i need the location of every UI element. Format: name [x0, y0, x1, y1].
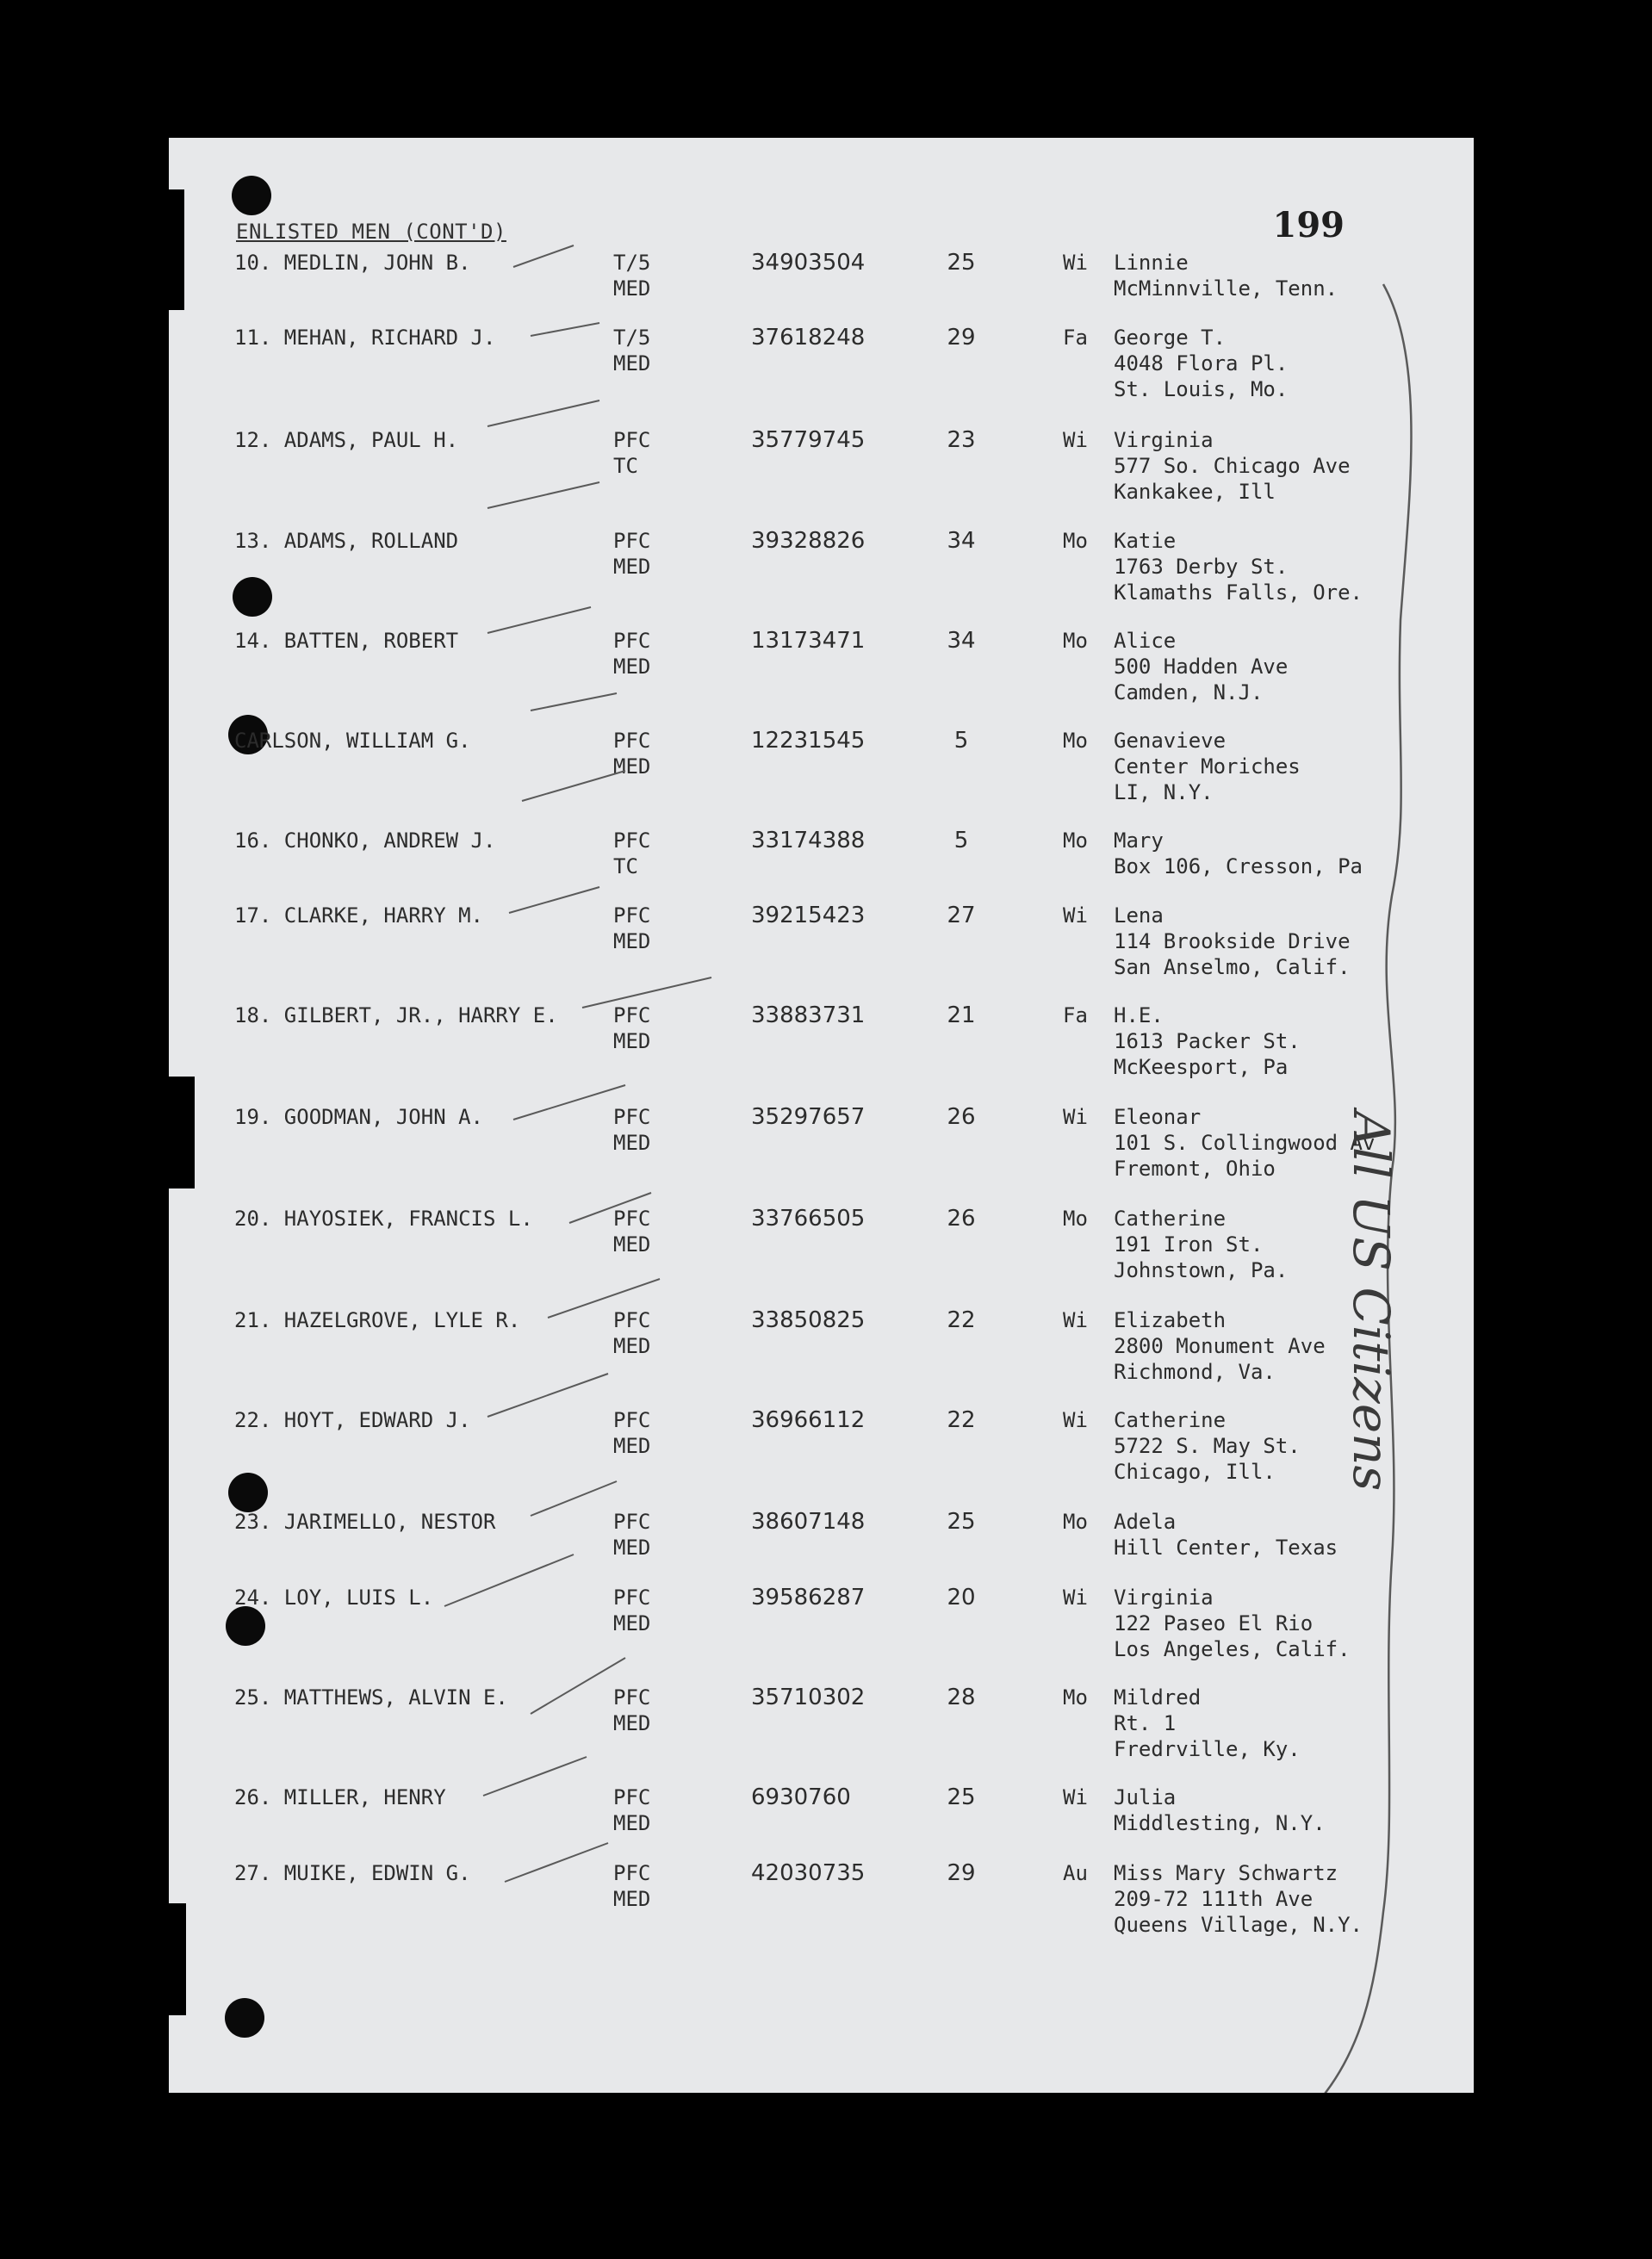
address-line: Center Moriches [1114, 754, 1301, 779]
address-line: 500 Hadden Ave [1114, 655, 1289, 679]
address-line: Genavieve [1114, 729, 1227, 753]
document-page [169, 138, 1474, 2093]
rank: PFC [613, 529, 651, 553]
address-line: Chicago, Ill. [1114, 1460, 1276, 1484]
address-line: Catherine [1114, 1207, 1227, 1231]
address-line: 4048 Flora Pl. [1114, 351, 1289, 375]
unit: TC [613, 854, 638, 878]
address-line: McMinnville, Tenn. [1114, 276, 1338, 301]
unit: MED [613, 1536, 651, 1560]
age: 5 [953, 828, 969, 853]
address-line: Camden, N.J. [1114, 680, 1264, 704]
rank: PFC [613, 1861, 651, 1885]
relationship: Wi [1063, 1408, 1088, 1432]
serial-number: 34903504 [751, 250, 866, 276]
address-line: Los Angeles, Calif. [1114, 1637, 1351, 1661]
address-line: Klamaths Falls, Ore. [1114, 580, 1363, 605]
address-line: Queens Village, N.Y. [1114, 1913, 1363, 1937]
serial-number: 33850825 [751, 1307, 866, 1333]
relationship: Wi [1063, 1785, 1088, 1809]
address-line: Lena [1114, 903, 1164, 928]
rank: PFC [613, 1308, 651, 1332]
rank: PFC [613, 729, 651, 753]
relationship: Fa [1063, 1003, 1088, 1027]
unit: MED [613, 1232, 651, 1257]
rank: PFC [613, 1207, 651, 1231]
age: 5 [953, 728, 969, 754]
relationship: Mo [1063, 1207, 1088, 1231]
relationship: Wi [1063, 1308, 1088, 1332]
rank: PFC [613, 1003, 651, 1027]
address-line: 114 Brookside Drive [1114, 929, 1351, 953]
address-line: Hill Center, Texas [1114, 1536, 1338, 1560]
soldier-name: 18. GILBERT, JR., HARRY E. [234, 1003, 558, 1027]
address-line: Eleonar [1114, 1105, 1202, 1129]
soldier-name: 10. MEDLIN, JOHN B. [234, 251, 471, 275]
address-line: 191 Iron St. [1114, 1232, 1264, 1257]
rank: PFC [613, 903, 651, 928]
age: 34 [947, 628, 976, 654]
serial-number: 35710302 [751, 1685, 866, 1710]
rank: PFC [613, 1785, 651, 1809]
address-line: Johnstown, Pa. [1114, 1258, 1289, 1282]
unit: MED [613, 276, 651, 301]
address-line: Fremont, Ohio [1114, 1157, 1276, 1181]
relationship: Mo [1063, 1685, 1088, 1710]
address-line: Catherine [1114, 1408, 1227, 1432]
unit: MED [613, 1334, 651, 1358]
rank: PFC [613, 1510, 651, 1534]
address-line: San Anselmo, Calif. [1114, 955, 1351, 979]
serial-number: 33766505 [751, 1206, 866, 1232]
address-line: 209-72 111th Ave [1114, 1887, 1314, 1911]
relationship: Au [1063, 1861, 1088, 1885]
address-line: Elizabeth [1114, 1308, 1227, 1332]
rank: PFC [613, 629, 651, 653]
address-line: Box 106, Cresson, Pa [1114, 854, 1363, 878]
relationship: Mo [1063, 1510, 1088, 1534]
unit: MED [613, 555, 651, 579]
unit: MED [613, 1887, 651, 1911]
address-line: Virginia [1114, 1586, 1214, 1610]
address-line: Virginia [1114, 428, 1214, 452]
age: 25 [947, 1784, 976, 1810]
soldier-name: 11. MEHAN, RICHARD J. [234, 326, 496, 350]
serial-number: 38607148 [751, 1509, 866, 1535]
relationship: Mo [1063, 729, 1088, 753]
address-line: Fredrville, Ky. [1114, 1737, 1301, 1761]
soldier-name: 19. GOODMAN, JOHN A. [234, 1105, 483, 1129]
serial-number: 37618248 [751, 325, 866, 351]
age: 29 [947, 325, 976, 351]
soldier-name: 27. MUIKE, EDWIN G. [234, 1861, 471, 1885]
unit: MED [613, 1811, 651, 1835]
address-line: 577 So. Chicago Ave [1114, 454, 1351, 478]
address-line: Mary [1114, 829, 1164, 853]
section-header: ENLISTED MEN (CONT'D) [236, 220, 506, 244]
relationship: Wi [1063, 1105, 1088, 1129]
unit: MED [613, 754, 651, 779]
address-line: 1763 Derby St. [1114, 555, 1289, 579]
soldier-name: 13. ADAMS, ROLLAND [234, 529, 459, 553]
rank: PFC [613, 829, 651, 853]
address-line: 2800 Monument Ave [1114, 1334, 1326, 1358]
relationship: Wi [1063, 1586, 1088, 1610]
serial-number: 12231545 [751, 728, 866, 754]
age: 22 [947, 1407, 976, 1433]
age: 21 [947, 1002, 976, 1028]
age: 25 [947, 250, 976, 276]
address-line: Adela [1114, 1510, 1177, 1534]
unit: MED [613, 1611, 651, 1635]
address-line: 1613 Packer St. [1114, 1029, 1301, 1053]
serial-number: 39586287 [751, 1585, 866, 1610]
relationship: Mo [1063, 829, 1088, 853]
address-line: Kankakee, Ill [1114, 480, 1276, 504]
margin-note: All US Citizens [1342, 1111, 1400, 1492]
unit: MED [613, 655, 651, 679]
address-line: Middlesting, N.Y. [1114, 1811, 1326, 1835]
address-line: Katie [1114, 529, 1177, 553]
soldier-name: 16. CHONKO, ANDREW J. [234, 829, 496, 853]
unit: MED [613, 351, 651, 375]
address-line: 101 S. Collingwood Av [1114, 1131, 1376, 1155]
address-line: George T. [1114, 326, 1227, 350]
rank: PFC [613, 1105, 651, 1129]
relationship: Wi [1063, 428, 1088, 452]
unit: MED [613, 1131, 651, 1155]
address-line: McKeesport, Pa [1114, 1055, 1289, 1079]
soldier-name: 12. ADAMS, PAUL H. [234, 428, 459, 452]
relationship: Fa [1063, 326, 1088, 350]
age: 26 [947, 1104, 976, 1130]
unit: MED [613, 929, 651, 953]
unit: MED [613, 1711, 651, 1735]
unit: MED [613, 1029, 651, 1053]
serial-number: 39328826 [751, 528, 866, 554]
soldier-name: CARLSON, WILLIAM G. [234, 729, 471, 753]
age: 26 [947, 1206, 976, 1232]
address-line: LI, N.Y. [1114, 780, 1214, 804]
address-line: 5722 S. May St. [1114, 1434, 1301, 1458]
address-line: Linnie [1114, 251, 1189, 275]
serial-number: 6930760 [751, 1784, 851, 1810]
age: 27 [947, 903, 976, 928]
serial-number: 33883731 [751, 1002, 866, 1028]
soldier-name: 20. HAYOSIEK, FRANCIS L. [234, 1207, 533, 1231]
rank: PFC [613, 1685, 651, 1710]
pencil-marks [169, 138, 1474, 2093]
serial-number: 35779745 [751, 427, 866, 453]
address-line: Alice [1114, 629, 1177, 653]
age: 22 [947, 1307, 976, 1333]
serial-number: 42030735 [751, 1860, 866, 1886]
address-line: Julia [1114, 1785, 1177, 1809]
address-line: 122 Paseo El Rio [1114, 1611, 1314, 1635]
check-marks [444, 245, 711, 1882]
address-line: Rt. 1 [1114, 1711, 1177, 1735]
soldier-name: 24. LOY, LUIS L. [234, 1586, 434, 1610]
soldier-name: 17. CLARKE, HARRY M. [234, 903, 483, 928]
age: 20 [947, 1585, 976, 1610]
serial-number: 33174388 [751, 828, 866, 853]
soldier-name: 22. HOYT, EDWARD J. [234, 1408, 471, 1432]
unit: TC [613, 454, 638, 478]
rank: PFC [613, 428, 651, 452]
address-line: H.E. [1114, 1003, 1164, 1027]
relationship: Wi [1063, 903, 1088, 928]
address-line: St. Louis, Mo. [1114, 377, 1289, 401]
rank: T/5 [613, 251, 651, 275]
relationship: Wi [1063, 251, 1088, 275]
soldier-name: 25. MATTHEWS, ALVIN E. [234, 1685, 508, 1710]
age: 23 [947, 427, 976, 453]
serial-number: 36966112 [751, 1407, 866, 1433]
age: 29 [947, 1860, 976, 1886]
age: 34 [947, 528, 976, 554]
serial-number: 13173471 [751, 628, 866, 654]
soldier-name: 26. MILLER, HENRY [234, 1785, 446, 1809]
serial-number: 39215423 [751, 903, 866, 928]
rank: PFC [613, 1586, 651, 1610]
age: 25 [947, 1509, 976, 1535]
unit: MED [613, 1434, 651, 1458]
address-line: Mildred [1114, 1685, 1202, 1710]
serial-number: 35297657 [751, 1104, 866, 1130]
relationship: Mo [1063, 529, 1088, 553]
soldier-name: 23. JARIMELLO, NESTOR [234, 1510, 496, 1534]
address-line: Richmond, Va. [1114, 1360, 1276, 1384]
relationship: Mo [1063, 629, 1088, 653]
soldier-name: 14. BATTEN, ROBERT [234, 629, 459, 653]
page-number: 199 [1272, 205, 1345, 245]
rank: T/5 [613, 326, 651, 350]
rank: PFC [613, 1408, 651, 1432]
soldier-name: 21. HAZELGROVE, LYLE R. [234, 1308, 521, 1332]
age: 28 [947, 1685, 976, 1710]
address-line: Miss Mary Schwartz [1114, 1861, 1338, 1885]
